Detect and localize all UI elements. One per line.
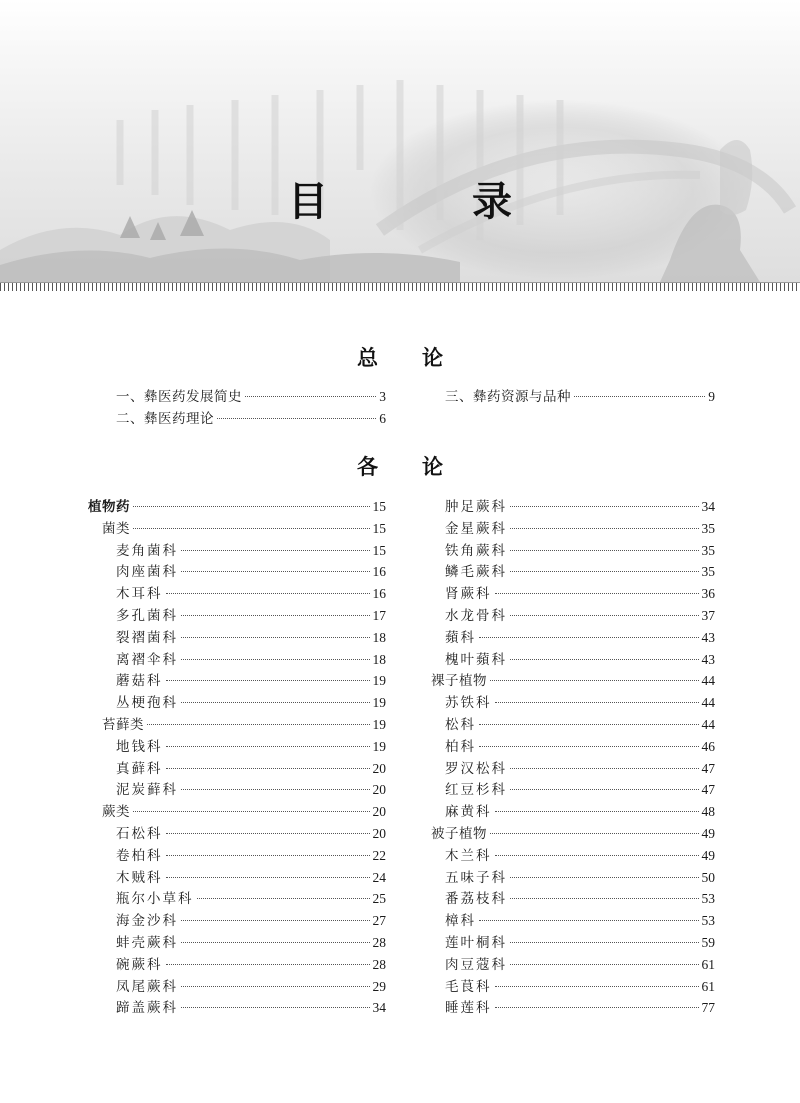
- toc-entry[interactable]: [116, 605, 386, 627]
- dot-leader: [510, 789, 699, 790]
- toc-page-number: 47: [701, 782, 715, 798]
- toc-entry[interactable]: [116, 540, 386, 562]
- toc-entry-title: 柏科: [445, 738, 476, 755]
- dot-leader: [181, 702, 370, 703]
- dot-leader: [490, 833, 699, 834]
- toc-entry[interactable]: [445, 583, 715, 605]
- toc-entry[interactable]: [116, 758, 386, 780]
- toc-entry[interactable]: [445, 779, 715, 801]
- toc-entry[interactable]: [116, 692, 386, 714]
- dot-leader: [510, 964, 699, 965]
- dot-leader: [181, 789, 370, 790]
- toc-entry-title: 肉座菌科: [116, 564, 178, 581]
- dot-leader: [495, 811, 699, 812]
- toc-entry[interactable]: [116, 649, 386, 671]
- toc-page-number: 29: [372, 978, 386, 994]
- dot-leader: [166, 833, 370, 834]
- toc-entry-title: 肿足蕨科: [445, 499, 507, 515]
- toc-entry[interactable]: [445, 627, 715, 649]
- toc-entry[interactable]: [445, 954, 715, 976]
- toc-entry[interactable]: [445, 714, 715, 736]
- dot-leader: [510, 550, 699, 551]
- dot-leader: [510, 768, 699, 769]
- toc-entry-title: 凤尾蕨科: [116, 978, 178, 995]
- dot-leader: [495, 855, 699, 856]
- toc-entry[interactable]: [445, 845, 715, 867]
- toc-entry-title: 蘑菇科: [116, 673, 163, 690]
- dot-leader: [510, 942, 699, 943]
- dot-leader: [510, 898, 699, 899]
- toc-entry-title: 莲叶桐科: [445, 935, 507, 951]
- toc-page-number: 16: [372, 564, 386, 580]
- toc-page-number: 28: [372, 935, 386, 950]
- dot-leader: [490, 680, 699, 681]
- toc-entry-title: 真藓科: [116, 760, 163, 777]
- toc-page-number: 49: [701, 826, 715, 841]
- toc-entry-title: 番荔枝科: [445, 891, 507, 908]
- dot-leader: [197, 898, 370, 899]
- toc-entry-title: 罗汉松科: [445, 760, 507, 777]
- toc-page-number: 6: [379, 411, 386, 426]
- dot-leader: [510, 615, 699, 616]
- toc-entry[interactable]: [445, 736, 715, 758]
- toc-entry-title: 苏铁科: [445, 695, 492, 712]
- toc-page-number: 20: [372, 826, 386, 841]
- toc-entry[interactable]: [445, 649, 715, 671]
- toc-page-number: 35: [701, 520, 715, 536]
- toc-entry[interactable]: [445, 518, 715, 540]
- toc-entry[interactable]: [445, 888, 715, 910]
- toc-entry-title: 泥炭藓科: [116, 782, 178, 799]
- dot-leader: [166, 593, 370, 594]
- toc-page-number: 48: [701, 804, 715, 820]
- toc-page-number: 46: [701, 738, 715, 754]
- toc-entry-title: 离褶伞科: [116, 651, 178, 668]
- toc-entry-title: 裂褶菌科: [116, 629, 178, 646]
- toc-page-number: 25: [372, 891, 386, 907]
- toc-entry[interactable]: [102, 518, 386, 540]
- toc-page-number: 19: [372, 673, 386, 689]
- toc-entry-title: 肾蕨科: [445, 586, 492, 603]
- dot-leader: [510, 659, 699, 660]
- toc-entry-title: 红豆杉科: [445, 782, 507, 799]
- toc-entry-title: 鳞毛蕨科: [445, 564, 507, 581]
- toc-page-number: 19: [372, 738, 386, 754]
- toc-entry-title: 卷柏科: [116, 847, 163, 864]
- dot-leader: [166, 877, 370, 878]
- toc-page-number: 53: [701, 913, 715, 929]
- toc-entry-title: 碗蕨科: [116, 956, 163, 973]
- ink-landscape-illustration: [0, 0, 800, 282]
- toc-entry-title: 地钱科: [116, 738, 163, 755]
- dot-leader: [245, 396, 376, 397]
- header-banner: [0, 0, 800, 282]
- toc-page-number: 20: [372, 782, 386, 798]
- toc-entry[interactable]: [445, 496, 715, 518]
- toc-entry[interactable]: [445, 561, 715, 583]
- toc-entry-title: 蘋科: [445, 629, 476, 646]
- toc-page-number: 18: [372, 651, 386, 667]
- toc-page-number: 22: [372, 847, 386, 863]
- toc-entry-title: 麻黄科: [445, 804, 492, 821]
- dot-leader: [181, 550, 370, 551]
- toc-entry[interactable]: [445, 932, 715, 954]
- toc-entry-title: 铁角蕨科: [445, 542, 507, 559]
- dot-leader: [479, 637, 699, 638]
- dot-leader: [181, 1007, 370, 1008]
- toc-page-number: 44: [701, 695, 715, 711]
- dot-leader: [133, 811, 370, 812]
- toc-page-number: 17: [372, 608, 386, 623]
- dot-leader: [166, 680, 370, 681]
- page-title: 目 录: [288, 178, 564, 225]
- toc-entry[interactable]: [116, 932, 386, 954]
- toc-page-number: 28: [372, 956, 386, 972]
- toc-entry-title: 毛茛科: [445, 978, 492, 995]
- dot-leader: [133, 506, 370, 507]
- toc-page-number: 44: [701, 717, 715, 732]
- toc-entry-title: 松科: [445, 717, 476, 733]
- toc-page-number: 59: [701, 935, 715, 950]
- toc-entry-title: 丛梗孢科: [116, 695, 178, 712]
- toc-entry-title: 裸子植物: [431, 673, 487, 690]
- toc-page-number: 15: [372, 499, 386, 514]
- toc-entry-title: 木兰科: [445, 847, 492, 864]
- toc-entry-title: 金星蕨科: [445, 520, 507, 537]
- toc-page-number: 15: [372, 520, 386, 536]
- toc-entry-title: 海金沙科: [116, 913, 178, 930]
- dot-leader: [217, 418, 376, 419]
- toc-entry-title: 槐叶蘋科: [445, 651, 507, 668]
- toc-entry-title: 木贼科: [116, 869, 163, 886]
- toc-page-number: 53: [701, 891, 715, 907]
- toc-page-number: 19: [372, 717, 386, 732]
- toc-entry[interactable]: [116, 627, 386, 649]
- toc-entry[interactable]: [445, 867, 715, 889]
- section-heading-general: 总论: [357, 345, 487, 370]
- toc-entry[interactable]: [116, 910, 386, 932]
- toc-entry[interactable]: [116, 867, 386, 889]
- toc-page-number: 50: [701, 869, 715, 885]
- dot-leader: [479, 920, 699, 921]
- toc-entry[interactable]: [431, 823, 715, 845]
- toc-entry[interactable]: [116, 888, 386, 910]
- toc-page-number: 43: [701, 629, 715, 645]
- toc-entry-title: 肉豆蔻科: [445, 956, 507, 973]
- toc-entry[interactable]: [445, 801, 715, 823]
- section-heading-specific: 各论: [357, 454, 487, 479]
- toc-entry-title: 菌类: [102, 520, 130, 537]
- dot-leader: [181, 659, 370, 660]
- dot-leader: [166, 855, 370, 856]
- toc-entry-title: 二、彝医药理论: [116, 411, 214, 427]
- dot-leader: [166, 964, 370, 965]
- toc-entry[interactable]: [431, 670, 715, 692]
- toc-page-number: 77: [701, 1000, 715, 1016]
- dot-leader: [510, 528, 699, 529]
- toc-page-number: 27: [372, 913, 386, 929]
- dot-leader: [147, 724, 370, 725]
- toc-page-number: 36: [701, 586, 715, 602]
- toc-page-number: 20: [372, 804, 386, 820]
- toc-entry-title: 木耳科: [116, 586, 163, 603]
- dot-leader: [181, 637, 370, 638]
- toc-page-number: 24: [372, 869, 386, 885]
- dot-leader: [181, 986, 370, 987]
- toc-page-number: 18: [372, 629, 386, 645]
- dot-leader: [133, 528, 370, 529]
- dot-leader: [181, 920, 370, 921]
- dot-leader: [479, 746, 699, 747]
- toc-entry-title: 被子植物: [431, 826, 487, 842]
- toc-entry[interactable]: [445, 540, 715, 562]
- toc-entry-title: 多孔菌科: [116, 608, 178, 624]
- toc-page-number: 3: [379, 389, 386, 404]
- toc-page-number: 35: [701, 542, 715, 558]
- toc-page-number: 20: [372, 760, 386, 776]
- toc-entry[interactable]: [116, 408, 386, 430]
- toc-page-number: 49: [701, 847, 715, 863]
- toc-page-number: 61: [701, 956, 715, 972]
- toc-entry[interactable]: [445, 758, 715, 780]
- toc-page-number: 61: [701, 978, 715, 994]
- toc-entry-title: 睡莲科: [445, 1000, 492, 1017]
- toc-entry[interactable]: [445, 605, 715, 627]
- toc-page-number: 43: [701, 651, 715, 667]
- dot-leader: [166, 768, 370, 769]
- dot-leader: [574, 396, 705, 397]
- toc-entry-title: 苔藓类: [102, 717, 144, 733]
- toc-entry[interactable]: [116, 736, 386, 758]
- toc-entry-title: 樟科: [445, 913, 476, 930]
- toc-entry-title: 五味子科: [445, 869, 507, 886]
- dot-leader: [495, 1007, 699, 1008]
- toc-entry[interactable]: [102, 801, 386, 823]
- toc-entry-title: 蕨类: [102, 804, 130, 821]
- dot-leader: [181, 615, 370, 616]
- toc-entry[interactable]: [445, 386, 715, 408]
- dot-leader: [181, 571, 370, 572]
- toc-entry[interactable]: [445, 692, 715, 714]
- toc-entry[interactable]: [116, 954, 386, 976]
- toc-entry-title: 三、彝药资源与品种: [445, 389, 571, 405]
- toc-entry-title: 石松科: [116, 826, 163, 842]
- dot-leader: [181, 942, 370, 943]
- dot-leader: [510, 506, 699, 507]
- toc-entry[interactable]: [116, 779, 386, 801]
- toc-page-number: 44: [701, 673, 715, 689]
- toc-page-number: 34: [701, 499, 715, 514]
- toc-page-number: 15: [372, 542, 386, 558]
- dot-leader: [495, 593, 699, 594]
- dot-leader: [495, 986, 699, 987]
- dot-leader: [495, 702, 699, 703]
- toc-page-number: 34: [372, 1000, 386, 1016]
- header-ruler: [0, 282, 800, 291]
- toc-entry[interactable]: [116, 583, 386, 605]
- dot-leader: [510, 571, 699, 572]
- toc-entry[interactable]: [116, 386, 386, 408]
- toc-entry[interactable]: [445, 910, 715, 932]
- toc-entry[interactable]: [116, 670, 386, 692]
- toc-entry-title: 一、彝医药发展简史: [116, 389, 242, 405]
- toc-entry[interactable]: [116, 561, 386, 583]
- toc-page-number: 35: [701, 564, 715, 580]
- toc-entry-title: 麦角菌科: [116, 542, 178, 559]
- toc-entry-title: 植物药: [88, 499, 130, 515]
- toc-entry[interactable]: [102, 714, 386, 736]
- toc-entry[interactable]: [116, 997, 386, 1019]
- toc-page-number: 16: [372, 586, 386, 602]
- toc-entry-title: 瓶尔小草科: [116, 891, 194, 908]
- toc-entry-title: 蹄盖蕨科: [116, 1000, 178, 1017]
- toc-page-number: 19: [372, 695, 386, 711]
- toc-entry[interactable]: [445, 997, 715, 1019]
- toc-page-number: 9: [708, 389, 715, 404]
- dot-leader: [166, 746, 370, 747]
- toc-page-number: 37: [701, 608, 715, 623]
- toc-entry-title: 水龙骨科: [445, 608, 507, 624]
- toc-entry[interactable]: [445, 976, 715, 998]
- toc-entry[interactable]: [88, 496, 386, 518]
- toc-entry[interactable]: [116, 823, 386, 845]
- dot-leader: [510, 877, 699, 878]
- toc-entry[interactable]: [116, 976, 386, 998]
- toc-entry[interactable]: [116, 845, 386, 867]
- dot-leader: [479, 724, 699, 725]
- toc-page-number: 47: [701, 760, 715, 776]
- toc-entry-title: 蚌壳蕨科: [116, 935, 178, 951]
